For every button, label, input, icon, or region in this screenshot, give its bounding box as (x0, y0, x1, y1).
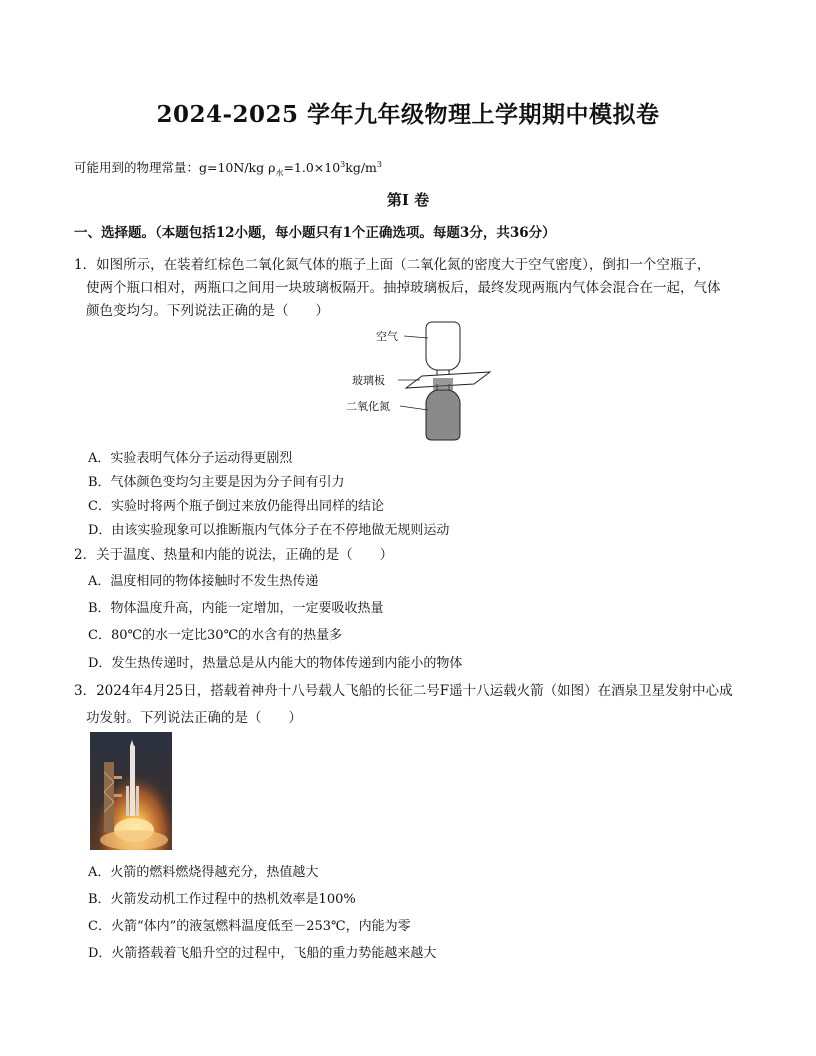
page-title: 2024-2025 学年九年级物理上学期期中模拟卷 (156, 101, 660, 128)
question-1-line-1: 1．如图所示，在装着红棕色二氧化氮气体的瓶子上面（二氧化氮的密度大于空气密度），倒扣一个空瓶子， (74, 257, 711, 273)
q3-option-c: C．火箭“体内”的液氢燃料温度低至－253℃，内能为零 (88, 919, 411, 934)
q2-option-d: D．发生热传递时，热量总是从内能大的物体传递到内能小的物体 (88, 656, 463, 671)
physics-constants: 可能用到的物理常量：g=10N/kg $\rho_水=1.0\times 10^3kg/m^3$ (74, 159, 382, 178)
q2-option-c: C．80℃的水一定比30℃的水含有的热量多 (88, 628, 343, 643)
q1-option-a: A．实验表明气体分子运动得更剧烈 (88, 451, 293, 466)
q1-option-b: B．气体颜色变均匀主要是因为分子间有引力 (88, 475, 345, 490)
question-1-line-3: 颜色变均匀。下列说法正确的是（ ） (86, 303, 329, 319)
q2-option-b: B．物体温度升高，内能一定增加，一定要吸收热量 (88, 601, 384, 616)
label-air: 空气 (376, 330, 398, 343)
q3-option-b: B．火箭发动机工作过程中的热机效率是100% (88, 892, 356, 907)
q3-option-a: A．火箭的燃料燃烧得越充分，热值越大 (88, 865, 319, 880)
part-heading: 一、选择题。（本题包括12小题，每小题只有1个正确选项。每题3分，共36分） (74, 225, 556, 241)
label-glass-plate: 玻璃板 (352, 374, 385, 387)
question-2-line-1: 2．关于温度、热量和内能的说法，正确的是（ ） (74, 547, 394, 563)
question-3-line-2: 功发射。下列说法正确的是（ ） (86, 710, 302, 726)
q1-option-c: C．实验时将两个瓶子倒过来放仍能得出同样的结论 (88, 499, 384, 514)
question-1-line-2: 使两个瓶口相对，两瓶口之间用一块玻璃板隔开。抽掉玻璃板后，最终发现两瓶内气体会混合在一起，气体 (86, 280, 721, 296)
gas-diffusion-figure (340, 318, 500, 446)
rocket-launch-photo (90, 732, 172, 850)
question-3-line-1: 3．2024年4月25日，搭载着神舟十八号载人飞船的长征二号F遥十八运载火箭（如图）在酒泉卫星发射中心成 (74, 683, 733, 699)
q1-option-d: D．由该实验现象可以推断瓶内气体分子在不停地做无规则运动 (88, 523, 450, 538)
section-title: 第I 卷 (386, 191, 430, 209)
q3-option-d: D．火箭搭载着飞船升空的过程中，飞船的重力势能越来越大 (88, 946, 437, 961)
q2-option-a: A．温度相同的物体接触时不发生热传递 (88, 574, 319, 589)
label-nitrogen-dioxide: 二氧化氮 (346, 400, 390, 413)
